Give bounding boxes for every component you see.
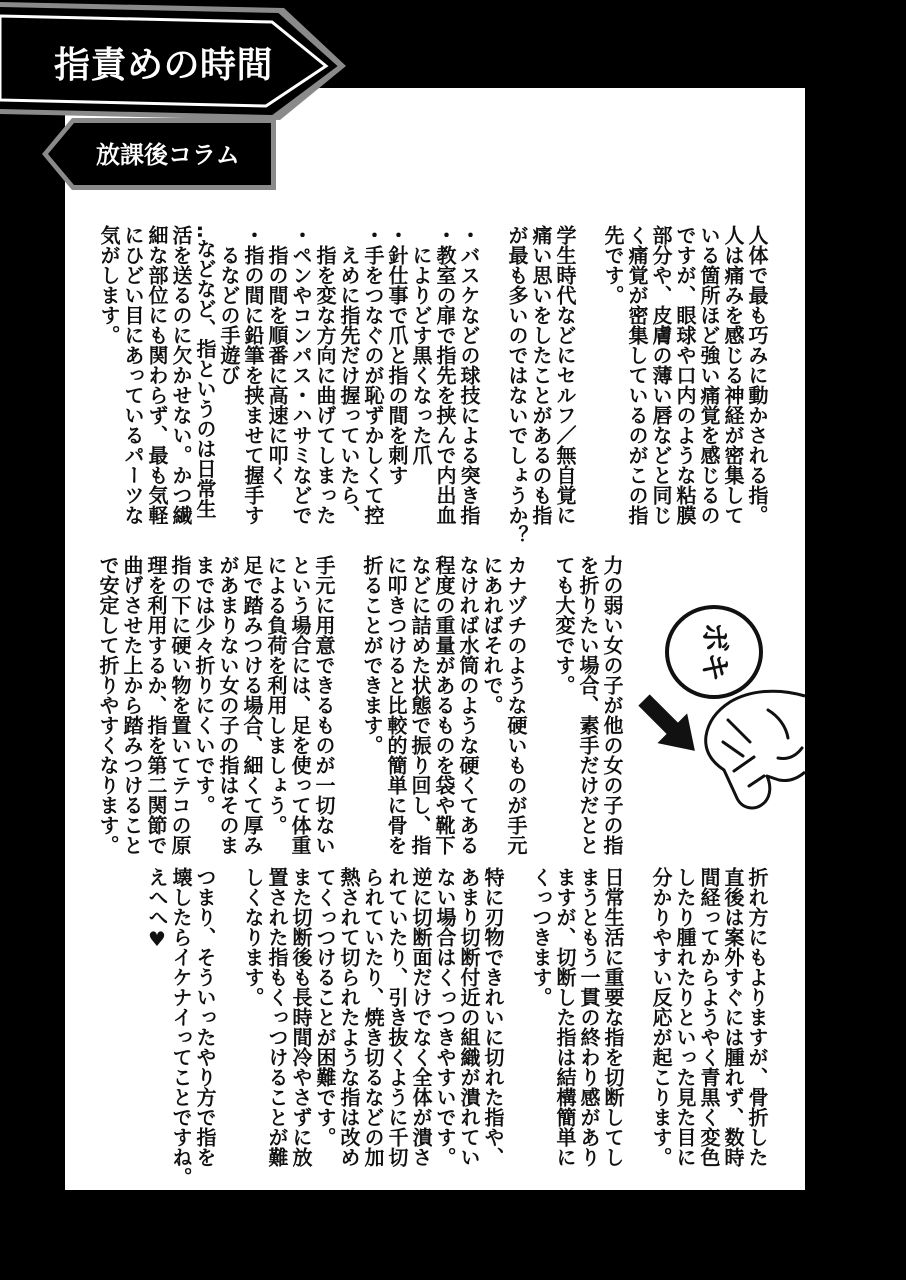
bullet-line: えめに指先だけ握っていたら、 [337, 245, 361, 525]
text-line: で安定して折りやすくなります。 [96, 555, 120, 855]
text-line: があまりない女の子の指はそのま [216, 555, 240, 855]
intro-section [97, 225, 769, 565]
hand-outline [706, 691, 805, 808]
text-line: 壊したらイケナイってことですね。 [169, 867, 193, 1187]
paragraph [96, 555, 336, 875]
text-line: に叩きつけると比較的簡単に骨を [384, 555, 408, 855]
text-line: いる箇所ほど強い痛覚を感じるの [697, 225, 721, 525]
text-line: 理を利用するか、指を第二関節で [144, 555, 168, 855]
paragraph [145, 867, 217, 1190]
text-line: られていたり、焼き切るなどの加 [361, 867, 385, 1167]
text-line: 部分や、皮膚の薄い唇などと同じ [649, 225, 673, 525]
bullet-line: ・指の間に鉛筆を挟ませて握手す [241, 225, 265, 525]
bullet-line: ・針仕事で爪と指の間を刺す [385, 225, 409, 485]
text-line: ても大変です。 [552, 555, 576, 695]
text-line: までは少々折りにくいです。 [192, 555, 216, 815]
healing-section [145, 867, 769, 1190]
text-line: 指の下に硬い物を置いてテコの原 [168, 555, 192, 855]
bullet-line: によりどす黒くなった爪 [409, 245, 433, 465]
text-line: カナヅチのような硬いものが手元 [504, 555, 528, 855]
text-line: 力の弱い女の子が他の女の子の指 [600, 555, 624, 855]
pointing-arrow-icon [629, 685, 710, 766]
text-line: 日常生活に重要な指を切断してし [601, 867, 625, 1167]
text-line: 痛い思いをしたことがあるのも指 [529, 225, 553, 525]
text-line: 特に刃物できれいに切れた指や、 [481, 867, 505, 1167]
paragraph [529, 867, 625, 1190]
text-line: 細な部位にも関わらず、最も気軽 [145, 225, 169, 525]
paragraph [552, 555, 624, 875]
text-line: 折れ方にもよりますが、骨折した [745, 867, 769, 1167]
text-line: ない場合はくっつきやすいです。 [433, 867, 457, 1167]
text-line: 活を送るのに欠かせない。かつ繊 [169, 225, 193, 525]
text-line: したり腫れたりといった見た目に [673, 867, 697, 1167]
text-line: また切断後も長時間冷やさずに放 [289, 867, 313, 1167]
text-line: く痛覚が密集しているのがこの指 [625, 225, 649, 525]
bullet-line: るなどの手遊び [217, 245, 241, 385]
text-line: にひどい目にあっているパーツな [121, 225, 145, 525]
text-line: 人は痛みを感じる神経が密集して [721, 225, 745, 525]
text-line: 人体で最も巧みに動かされる指。 [745, 225, 769, 525]
text-line: まうともう一貫の終わり感があり [577, 867, 601, 1167]
text-line: という場合には、足を使って体重 [288, 555, 312, 855]
paragraph [241, 867, 505, 1190]
text-line: 程度の重量があるものを袋や靴下 [432, 555, 456, 855]
text-line: 気がします。 [97, 225, 121, 345]
text-line: 手元に用意できるものが一切ない [312, 555, 336, 855]
text-line: 間経ってからようやく青黒く変色 [697, 867, 721, 1167]
text-line: にあればそれで。 [480, 555, 504, 715]
text-line: くっつきます。 [529, 867, 553, 1007]
bullet-line: 指の間を順番に高速に叩く [265, 245, 289, 485]
bullet-list [217, 225, 481, 565]
text-line: ますが、切断した指は結構簡単に [553, 867, 577, 1167]
finger-illustration [628, 590, 805, 830]
sfx-text: ボキ [696, 622, 732, 682]
text-line: えへへ♥ [145, 867, 169, 951]
text-line: 曲げさせた上から踏みつけること [120, 555, 144, 855]
text-line: などに詰めた状態で振り回し、指 [408, 555, 432, 855]
text-line: あまり切断付近の組織が潰れてい [457, 867, 481, 1167]
paragraph [97, 225, 217, 565]
method-section [96, 555, 624, 875]
paragraph [360, 555, 528, 875]
bullet-line: ・バスケなどの球技による突き指 [457, 225, 481, 525]
text-line: 学生時代などにセルフ／無自覚に [553, 225, 577, 525]
text-line: ですが、眼球や口内のような粘膜 [673, 225, 697, 525]
text-line: つまり、そういったやり方で指を [193, 867, 217, 1167]
text-line: れていたり、引き抜くように千切 [385, 867, 409, 1167]
text-line: 足で踏みつける場合、細くて厚み [240, 555, 264, 855]
text-line: 分かりやすい反応が起こります。 [649, 867, 673, 1167]
bullet-line: 指を変な方向に曲げてしまった [313, 245, 337, 525]
bullet-line: ・教室の扉で指先を挟んで内出血 [433, 225, 457, 525]
column-label: 放課後コラム [96, 141, 240, 169]
text-line: 先です。 [601, 225, 625, 305]
text-line: 折ることができます。 [360, 555, 384, 755]
text-line: 逆に切断面だけでなく全体が潰さ [409, 867, 433, 1167]
text-line: が最も多いのではないでしょうか？ [505, 225, 529, 545]
text-line: 熱されて切られたような指は改め [337, 867, 361, 1167]
text-line: てくっつけることが困難です。 [313, 867, 337, 1147]
bullet-line: ・手をつなぐのが恥ずかしくて控 [361, 225, 385, 525]
paragraph [649, 867, 769, 1190]
text-line: 直後は案外すぐには腫れず、数時 [721, 867, 745, 1167]
paragraph [601, 225, 769, 565]
bullet-line: ・ペンやコンパス・ハサミなどで [289, 225, 313, 525]
text-line: 置された指もくっつけることが難 [265, 867, 289, 1167]
text-line: なければ水筒のような硬くてある [456, 555, 480, 855]
paragraph [505, 225, 577, 565]
text-line: を折りたい場合、素手だけだとと [576, 555, 600, 855]
text-line: ‥などなど、指というのは日常生 [193, 225, 217, 519]
text-line: しくなります。 [241, 867, 265, 1007]
text-line: による負荷を利用しましょう。 [264, 555, 288, 835]
page-title: 指責めの時間 [54, 45, 274, 86]
